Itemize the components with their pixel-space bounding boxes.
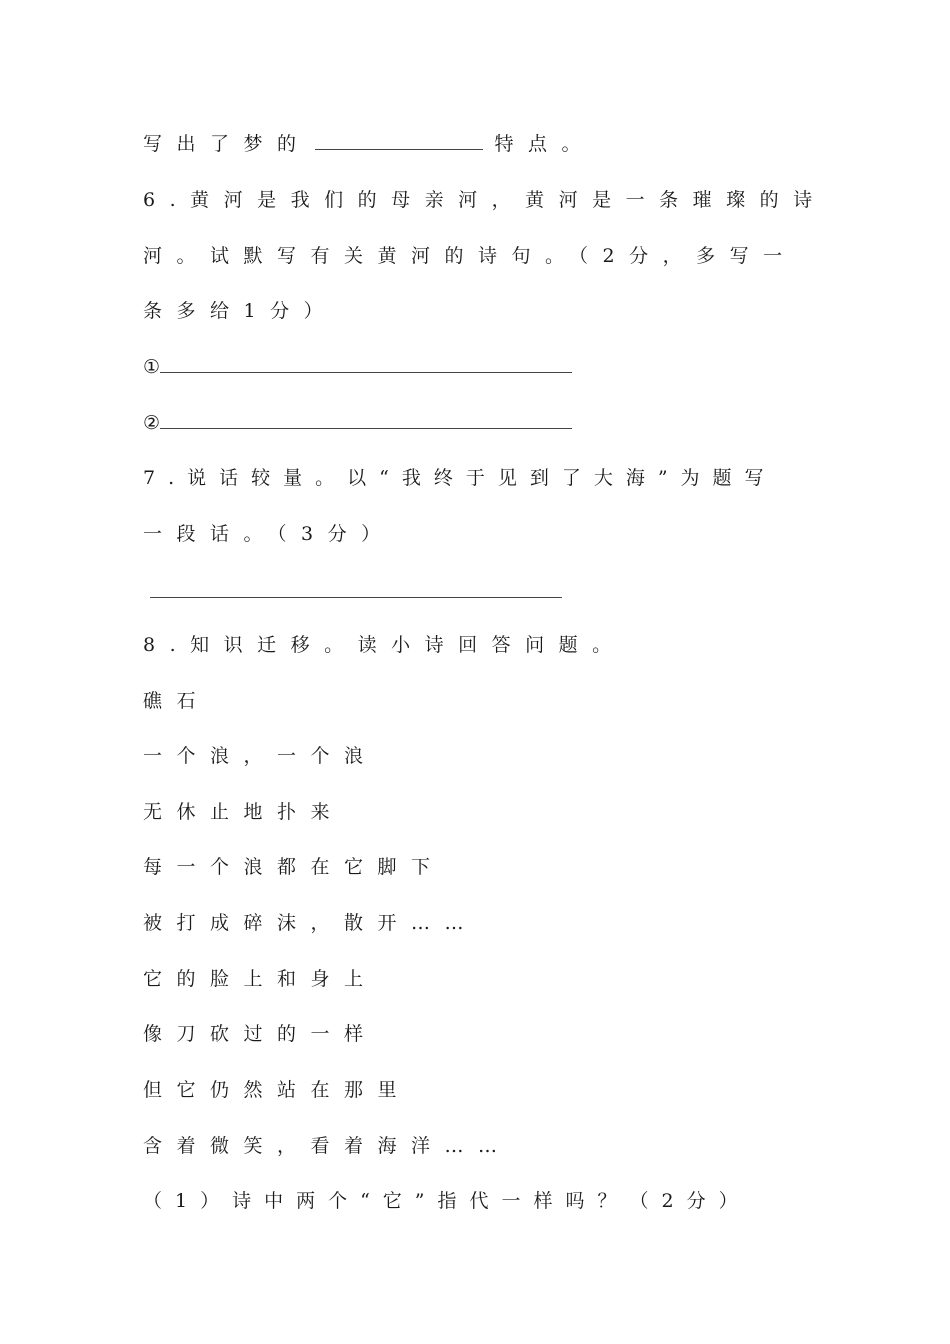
- q8-subquestion-1: （1）诗中两个“它”指代一样吗？（2分）: [143, 1190, 751, 1212]
- poem-line: 像刀砍过的一样: [143, 1023, 378, 1045]
- answer-1-line[interactable]: [160, 359, 572, 373]
- poem-line: 无休止地扑来: [143, 801, 345, 823]
- q7-line-2: 一段话。（3分）: [143, 523, 395, 545]
- poem-line: 它的脸上和身上: [143, 968, 378, 990]
- q6-line-2: 河。试默写有关黄河的诗句。（2分，多写一: [143, 245, 797, 267]
- answer-1-marker: ①: [143, 356, 161, 378]
- poem-line: 每一个浪都在它脚下: [143, 856, 445, 878]
- q6-answer-1: [143, 358, 572, 377]
- q8-heading: 8.知识迁移。读小诗回答问题。: [143, 634, 626, 656]
- q5-tail-before: 写出了梦的: [143, 133, 311, 155]
- q5-fill-blank[interactable]: [315, 135, 483, 150]
- poem-line: 含着微笑，看着海洋……: [143, 1135, 512, 1157]
- poem-title: 礁石: [143, 690, 211, 712]
- q5-tail-after: 特点。: [494, 133, 596, 155]
- q6-line-3: 条多给1分）: [143, 300, 338, 322]
- poem-line: 但它仍然站在那里: [143, 1079, 412, 1101]
- q7-line-1: 7.说话较量。以“我终于见到了大海”为题写: [143, 467, 777, 489]
- q6-answer-2: [143, 414, 572, 433]
- answer-2-marker: ②: [143, 412, 161, 434]
- q7-answer-line[interactable]: [150, 597, 562, 598]
- q6-line-1: 6.黄河是我们的母亲河，黄河是一条璀璨的诗: [143, 189, 827, 211]
- q5-tail-line: [143, 135, 595, 154]
- answer-2-line[interactable]: [160, 415, 572, 429]
- poem-line: 一个浪，一个浪: [143, 745, 378, 767]
- poem-line: 被打成碎沫，散开……: [143, 912, 479, 934]
